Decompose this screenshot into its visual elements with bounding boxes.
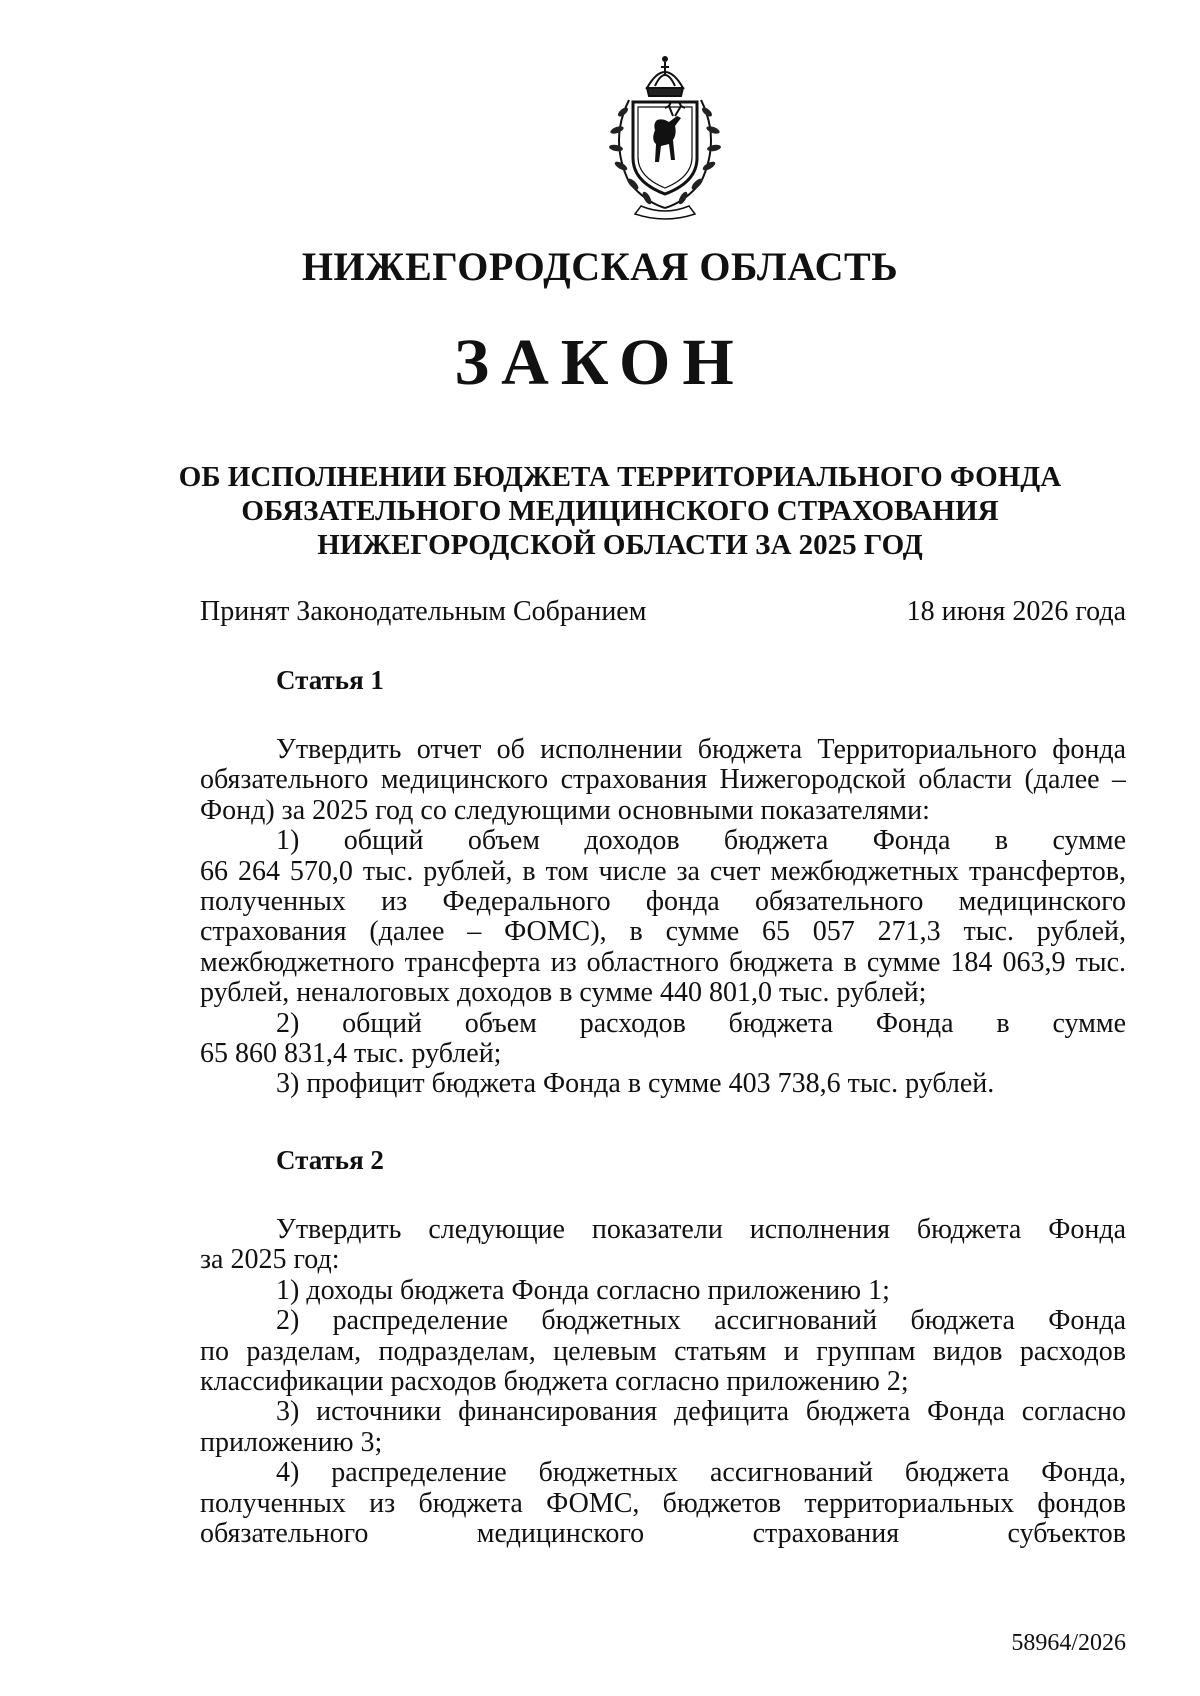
text-line: 3) источники финансирования дефицита бюджета Фонда согласно <box>276 1397 1126 1428</box>
text-line: 66 264 570,0 тыс. рублей, в том числе за счет межбюджетных трансфертов, <box>200 856 1126 887</box>
coat-of-arms-emblem <box>585 50 745 220</box>
document-number: 58964/2026 <box>1011 1630 1126 1656</box>
text-line: за 2025 год: <box>200 1244 340 1276</box>
law-subject-title <box>120 460 1120 562</box>
text-line: рублей, неналоговых доходов в сумме 440 801,0 тыс. рублей; <box>200 977 927 1009</box>
text-line: 1) доходы бюджета Фонда согласно приложению 1; <box>276 1274 890 1306</box>
text-line: 3) профицит бюджета Фонда в сумме 403 738,6 тыс. рублей. <box>276 1068 995 1100</box>
text-line: обязательного медицинского страхования Нижегородской области (далее – <box>200 765 1126 796</box>
article-1-heading: Статья 1 <box>276 665 384 695</box>
text-line: полученных из бюджета ФОМС, бюджетов территориальных фондов <box>200 1488 1126 1519</box>
article-1-text <box>200 735 1126 1100</box>
text-line: 4) распределение бюджетных ассигнований бюджета Фонда, <box>276 1458 1126 1489</box>
text-line: обязательного медицинского страхования субъектов <box>200 1518 1126 1549</box>
text-line: 2) общий объем расходов бюджета Фонда в сумме <box>276 1008 1126 1039</box>
law-subject-line: НИЖЕГОРОДСКОЙ ОБЛАСТИ ЗА 2025 ГОД <box>317 529 923 561</box>
text-line: полученных из Федерального фонда обязательного медицинского <box>200 886 1126 917</box>
adopted-by: Принят Законодательным Собранием <box>200 596 647 627</box>
article-2-heading: Статья 2 <box>276 1145 384 1175</box>
text-line: 2) распределение бюджетных ассигнований бюджета Фонда <box>276 1306 1126 1337</box>
text-line: межбюджетного трансферта из областного бюджета в сумме 184 063,9 тыс. <box>200 947 1126 978</box>
text-line: Утвердить отчет об исполнении бюджета Территориального фонда <box>276 735 1126 765</box>
text-line: приложению 3; <box>200 1426 383 1458</box>
law-subject-line: ОБ ИСПОЛНЕНИИ БЮДЖЕТА ТЕРРИТОРИАЛЬНОГО ФОНДА <box>178 461 1062 493</box>
text-line: Утвердить следующие показатели исполнения бюджета Фонда <box>276 1215 1126 1245</box>
text-line: 1) общий объем доходов бюджета Фонда в сумме <box>276 826 1126 857</box>
adoption-date: 18 июня 2026 года <box>906 596 1126 627</box>
text-line: Фонд) за 2025 год со следующими основными показателями: <box>200 794 930 826</box>
text-line: 65 860 831,4 тыс. рублей; <box>200 1037 502 1069</box>
article-2-text <box>200 1215 1126 1549</box>
text-line: по разделам, подразделам, целевым статьям и группам видов расходов <box>200 1336 1126 1367</box>
text-line: страхования (далее – ФОМС), в сумме 65 057 271,3 тыс. рублей, <box>200 917 1126 948</box>
law-subject-line: ОБЯЗАТЕЛЬНОГО МЕДИЦИНСКОГО СТРАХОВАНИЯ <box>241 495 999 527</box>
document-type-title: ЗАКОН <box>454 326 746 399</box>
region-title: НИЖЕГОРОДСКАЯ ОБЛАСТЬ <box>301 244 899 289</box>
text-line: классификации расходов бюджета согласно приложению 2; <box>200 1365 909 1397</box>
